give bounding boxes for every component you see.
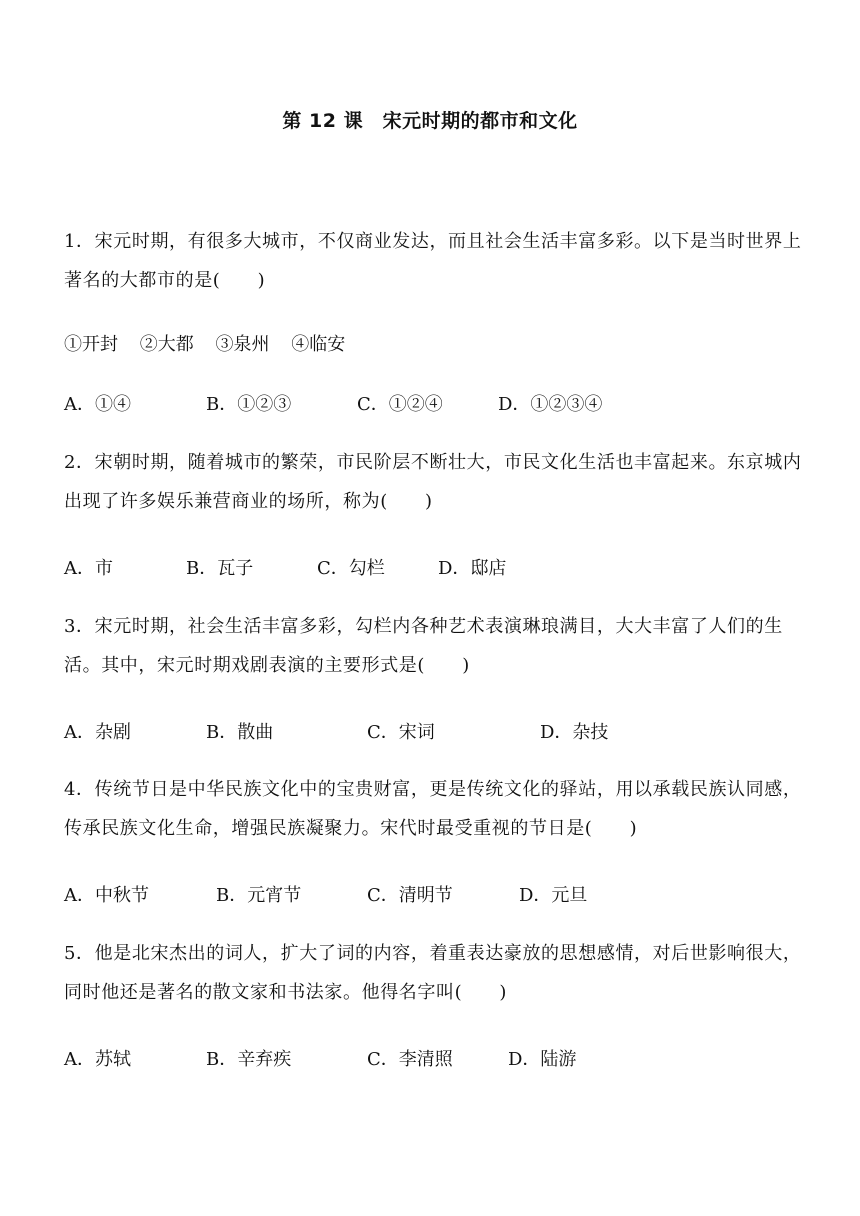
question-5-option-b: B．辛弃疾 — [206, 1049, 292, 1070]
question-2-option-d: D．邸店 — [438, 558, 507, 579]
question-1-item-2: ②大都 — [139, 334, 194, 355]
question-1-item-1: ①开封 — [64, 334, 118, 355]
question-4-option-c: C．清明节 — [367, 885, 453, 906]
question-2-option-a: A．市 — [64, 558, 113, 579]
question-5-option-d: D．陆游 — [508, 1049, 577, 1070]
question-1-option-b: B．①②③ — [206, 394, 292, 415]
question-1-stem: 1．宋元时期，有很多大城市，不仅商业发达，而且社会生活丰富多彩。以下是当时世界上著名的大都市的是( ) — [64, 231, 802, 291]
question-5-options — [64, 1045, 824, 1075]
question-2-option-b: B．瓦子 — [186, 558, 254, 579]
question-1-option-c: C．①②④ — [357, 394, 443, 415]
question-4-option-d: D．元旦 — [519, 885, 588, 906]
question-1-option-d: D．①②③④ — [498, 394, 603, 415]
question-2-options — [64, 554, 824, 584]
question-4-stem: 4．传统节日是中华民族文化中的宝贵财富，更是传统文化的驿站，用以承载民族认同感，传承民族文化生命，增强民族凝聚力。宋代时最受重视的节日是( ) — [64, 779, 802, 839]
question-3-stem: 3．宋元时期，社会生活丰富多彩，勾栏内各种艺术表演琳琅满目，大大丰富了人们的生活。其中，宋元时期戏剧表演的主要形式是( ) — [64, 616, 783, 676]
question-4-options — [64, 881, 824, 911]
question-1-option-a: A．①④ — [64, 394, 131, 415]
question-1-options — [64, 390, 824, 420]
question-1-item-3: ③泉州 — [215, 334, 270, 355]
question-5-stem: 5．他是北宋杰出的词人，扩大了词的内容，着重表达豪放的思想感情，对后世影响很大，同时他还是著名的散文家和书法家。他得名字叫( ) — [64, 943, 802, 1003]
question-2-option-c: C．勾栏 — [317, 558, 385, 579]
question-3-option-d: D．杂技 — [540, 722, 609, 743]
question-3-options — [64, 718, 824, 748]
question-3-option-c: C．宋词 — [367, 722, 435, 743]
question-4-option-a: A．中秋节 — [64, 885, 149, 906]
question-4-option-b: B．元宵节 — [216, 885, 302, 906]
question-1-items — [64, 330, 361, 356]
question-1-item-4: ④临安 — [291, 334, 346, 355]
question-5-option-c: C．李清照 — [367, 1049, 453, 1070]
question-3-option-a: A．杂剧 — [64, 722, 131, 743]
question-5-option-a: A．苏轼 — [64, 1049, 131, 1070]
question-3-option-b: B．散曲 — [206, 722, 274, 743]
page-title: 第 12 课 宋元时期的都市和文化 — [282, 110, 578, 132]
question-2-stem: 2．宋朝时期，随着城市的繁荣，市民阶层不断壮大，市民文化生活也丰富起来。东京城内出现了许多娱乐兼营商业的场所，称为( ) — [64, 452, 802, 512]
